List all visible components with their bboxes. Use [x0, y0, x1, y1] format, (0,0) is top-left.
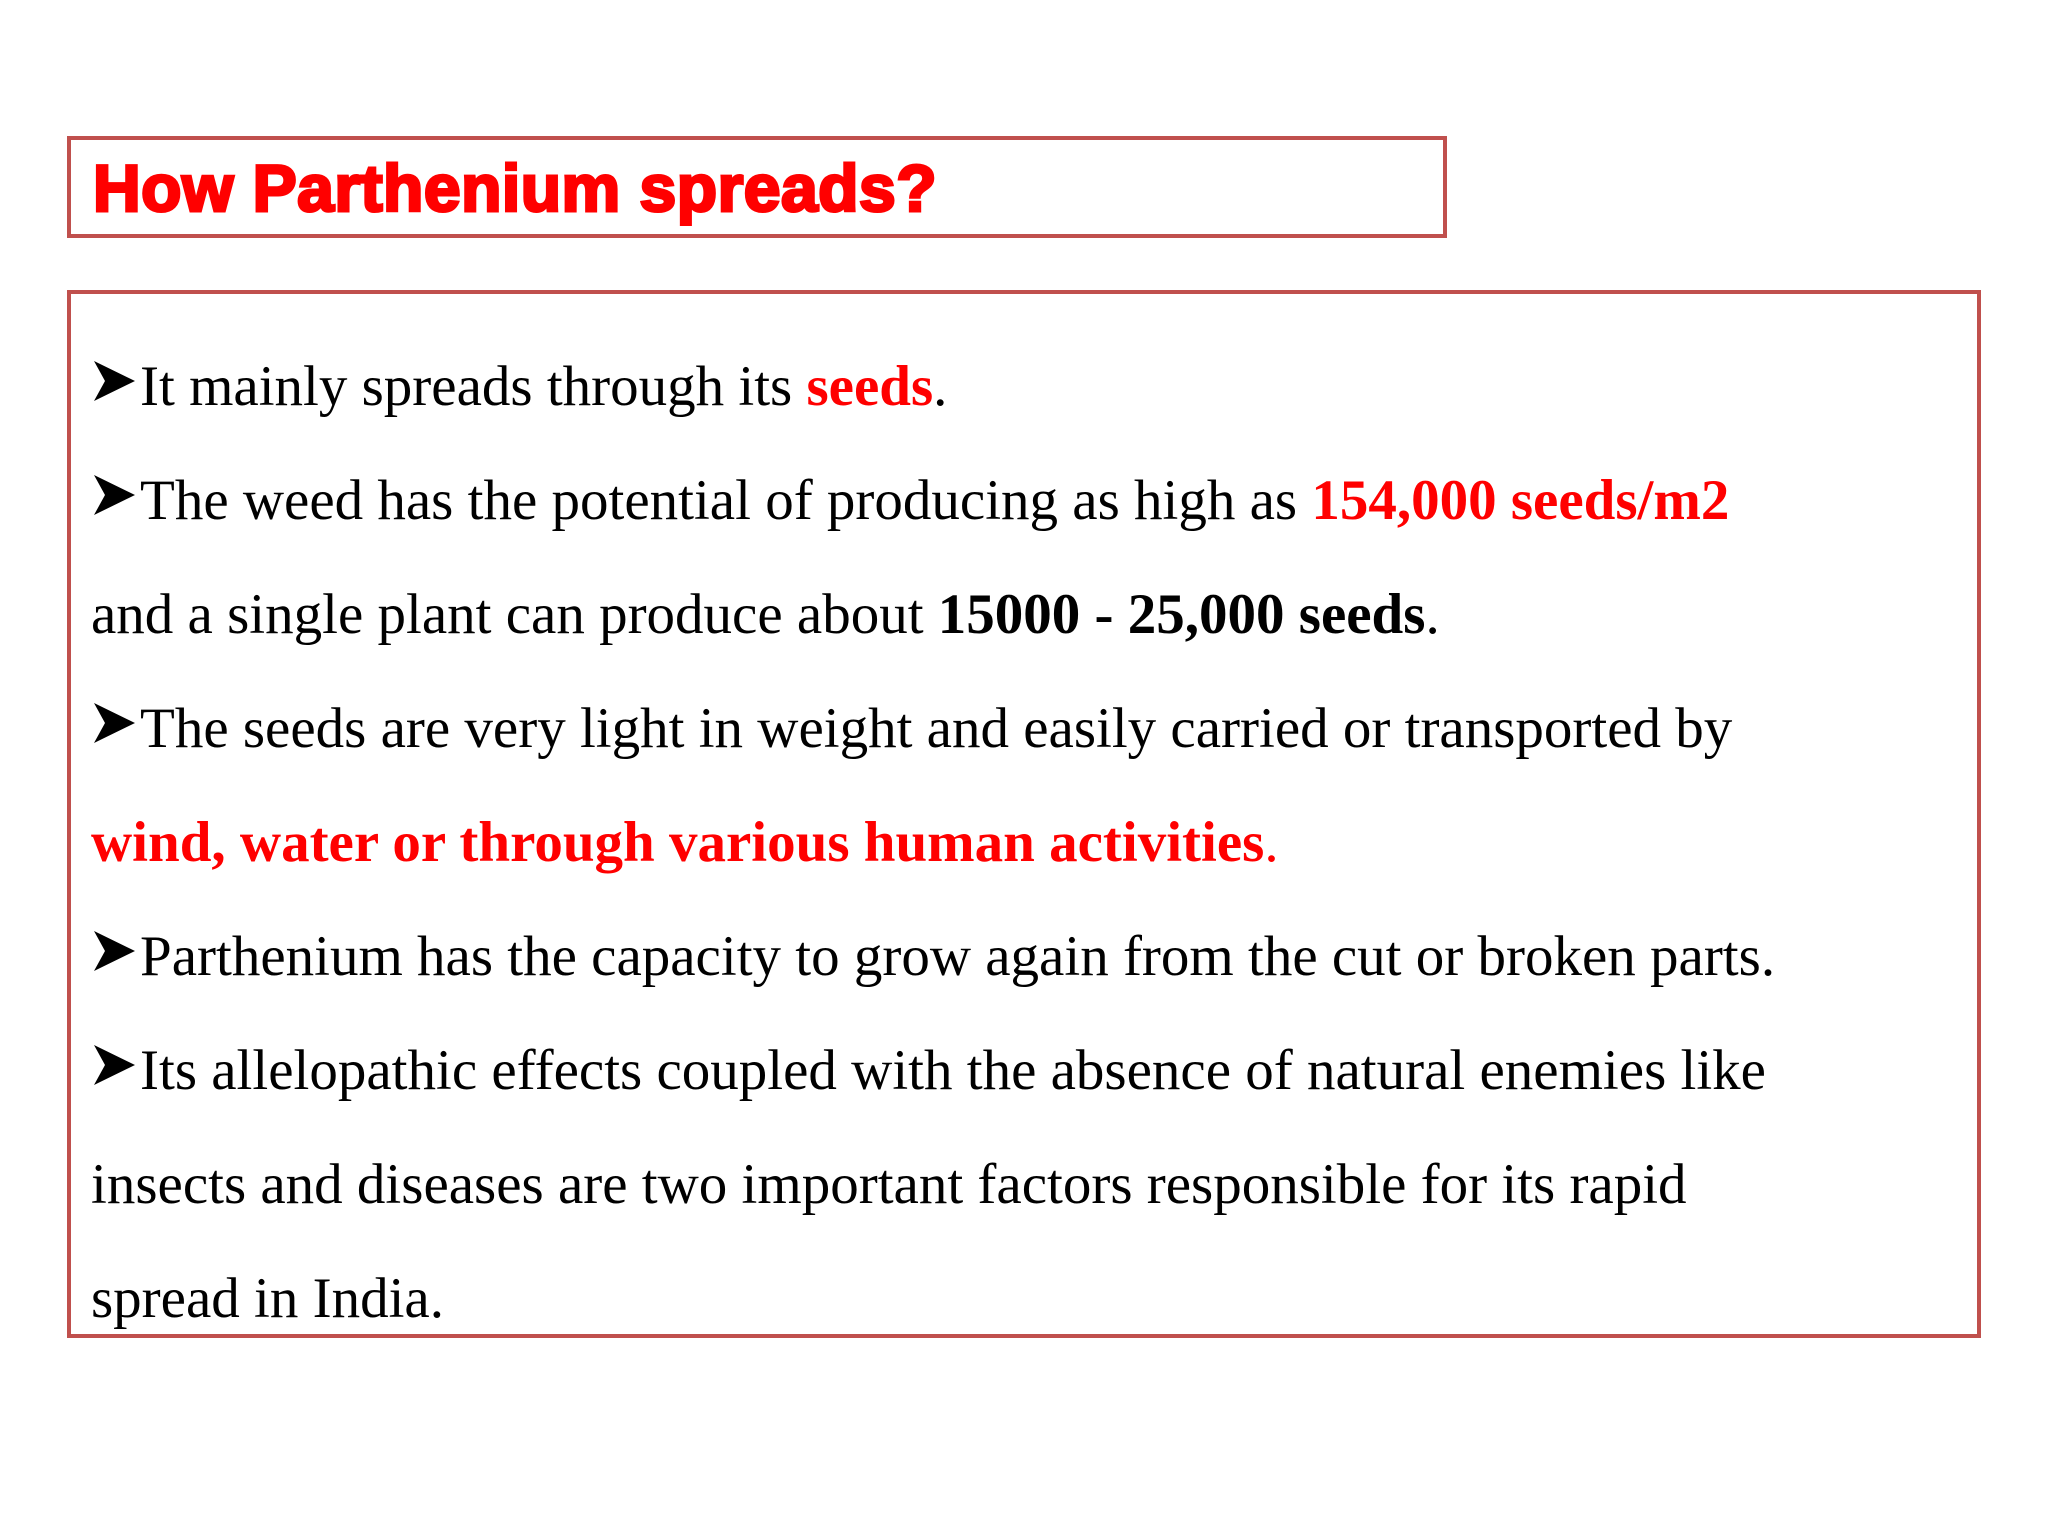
bullet-item-5-continued	[91, 1128, 1961, 1242]
bullet-list	[91, 330, 1961, 1356]
highlight-seeds: seeds	[806, 355, 934, 418]
highlight-seed-count: 15000 - 25,000 seeds	[937, 583, 1426, 646]
bullet-text: insects and diseases are two important factors responsible for its rapid	[91, 1153, 1687, 1216]
bullet-item-4	[91, 900, 1961, 1014]
arrow-bullet-icon	[91, 927, 139, 977]
bullet-text: The seeds are very light in weight and easily carried or transported by	[140, 697, 1733, 760]
bullet-text: Its allelopathic effects coupled with the absence of natural enemies like	[140, 1039, 1766, 1102]
highlight-carriers: wind, water or through various human activities	[91, 811, 1265, 874]
bullet-item-3-continued	[91, 786, 1961, 900]
bullet-text: It mainly spreads through its	[140, 355, 807, 418]
bullet-text: and a single plant can produce about	[91, 583, 938, 646]
bullet-item-2	[91, 444, 1961, 558]
bullet-item-3	[91, 672, 1961, 786]
slide-title: How Parthenium spreads?	[93, 151, 938, 225]
title-box	[67, 136, 1447, 238]
arrow-bullet-icon	[91, 357, 139, 407]
highlight-seed-density: 154,000 seeds/m2	[1311, 469, 1730, 532]
bullet-text: spread in India.	[91, 1267, 444, 1330]
bullet-item-2-continued	[91, 558, 1961, 672]
bullet-item-5	[91, 1014, 1961, 1128]
bullet-end: .	[933, 355, 948, 418]
content-box	[67, 290, 1981, 1338]
bullet-item-5-continued-2	[91, 1242, 1961, 1356]
bullet-end: .	[1425, 583, 1440, 646]
bullet-end: .	[1264, 811, 1279, 874]
arrow-bullet-icon	[91, 699, 139, 749]
bullet-item-1	[91, 330, 1961, 444]
bullet-text: The weed has the potential of producing as high as	[140, 469, 1312, 532]
bullet-text: Parthenium has the capacity to grow again from the cut or broken parts.	[140, 925, 1776, 988]
arrow-bullet-icon	[91, 471, 139, 521]
arrow-bullet-icon	[91, 1041, 139, 1091]
